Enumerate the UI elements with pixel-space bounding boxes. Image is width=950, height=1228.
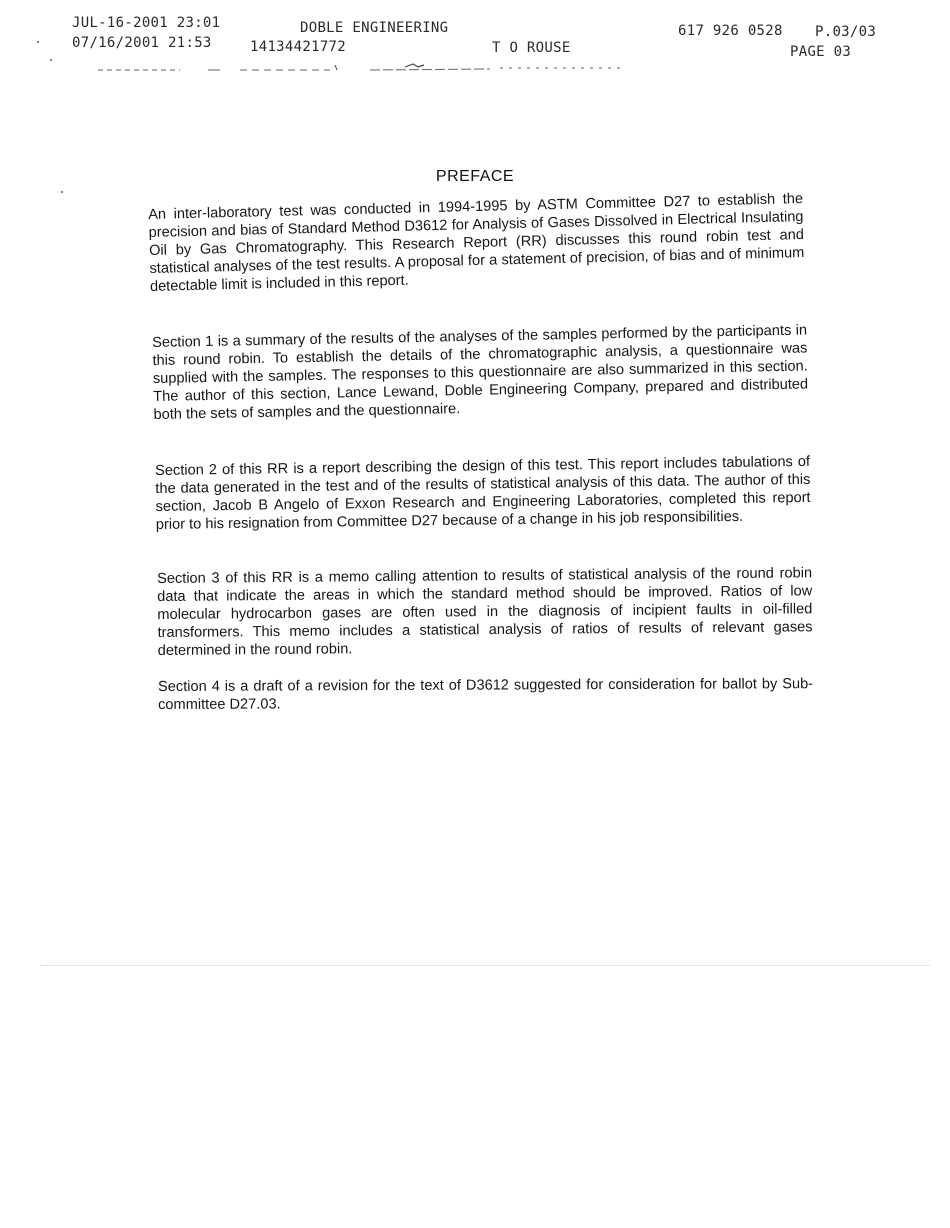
fax-header-datetime-1: JUL-16-2001 23:01: [72, 15, 221, 31]
paragraph-section-3: Section 3 of this RR is a memo calling attention to results of statistical analysis of the round robin data that indicate the areas in which the standard method should be improved. Ratios of low molecular hydrocarbon gases are often used in the diagnosis of incipient faults in oil-filled transformers. This memo includes a statistical analysis of ratios of results of relevant gases determined in the round robin.: [157, 565, 813, 659]
fax-scan-noise: [30, 60, 630, 72]
fax-speck: [61, 191, 63, 193]
fax-header-phone: 617 926 0528: [678, 23, 783, 39]
document-title: PREFACE: [435, 168, 515, 185]
fax-header-datetime-2: 07/16/2001 21:53: [72, 35, 212, 51]
fax-header-recipient: T O ROUSE: [492, 40, 571, 56]
fax-noise-strokes: [30, 61, 630, 73]
paragraph-intro: An inter-laboratory test was conducted in 1994-1995 by ASTM Committee D27 to establish the precision and bias of Standard Method D3612 for Analysis of Gases Dissolved in Electrical Insulating Oil by Gas Chromatography. This Research Report (RR) discusses this round robin test and statistical analyses of the test results. A proposal for a statement of precision, of bias and of minimum detectable limit is included in this report.: [148, 190, 805, 295]
fax-header-fax-number: 14134421772: [250, 39, 347, 55]
fax-header-sender: DOBLE ENGINEERING: [300, 20, 449, 36]
fax-speck: [50, 59, 52, 61]
paragraph-section-2: Section 2 of this RR is a report describing the design of this test. This report includes tabulations of the data generated in the test and of the results of statistical analysis of this data. The author of this section, Jacob B Angelo of Exxon Research and Engineering Laboratories, completed this report prior to his resignation from Committee D27 because of a change in his job responsibilities.: [155, 453, 811, 533]
paragraph-section-1: Section 1 is a summary of the results of the analyses of the samples performed by the participants in this round robin. To establish the details of the chromatographic analysis, a questionnaire was supplied with the samples. The responses to this questionnaire are also summarized in this section. The author of this section, Lance Lewand, Doble Engineering Company, prepared and distributed both the sets of samples and the questionnaire.: [152, 322, 809, 423]
fax-speck: [37, 41, 39, 43]
scan-artifact-line: [40, 965, 930, 966]
fax-header-page-label: PAGE 03: [790, 44, 852, 60]
paragraph-section-4: Section 4 is a draft of a revision for the text of D3612 suggested for consideration for ballot by Sub-committee D27.03.: [158, 676, 814, 713]
fax-header-page-ratio: P.03/03: [815, 24, 877, 40]
